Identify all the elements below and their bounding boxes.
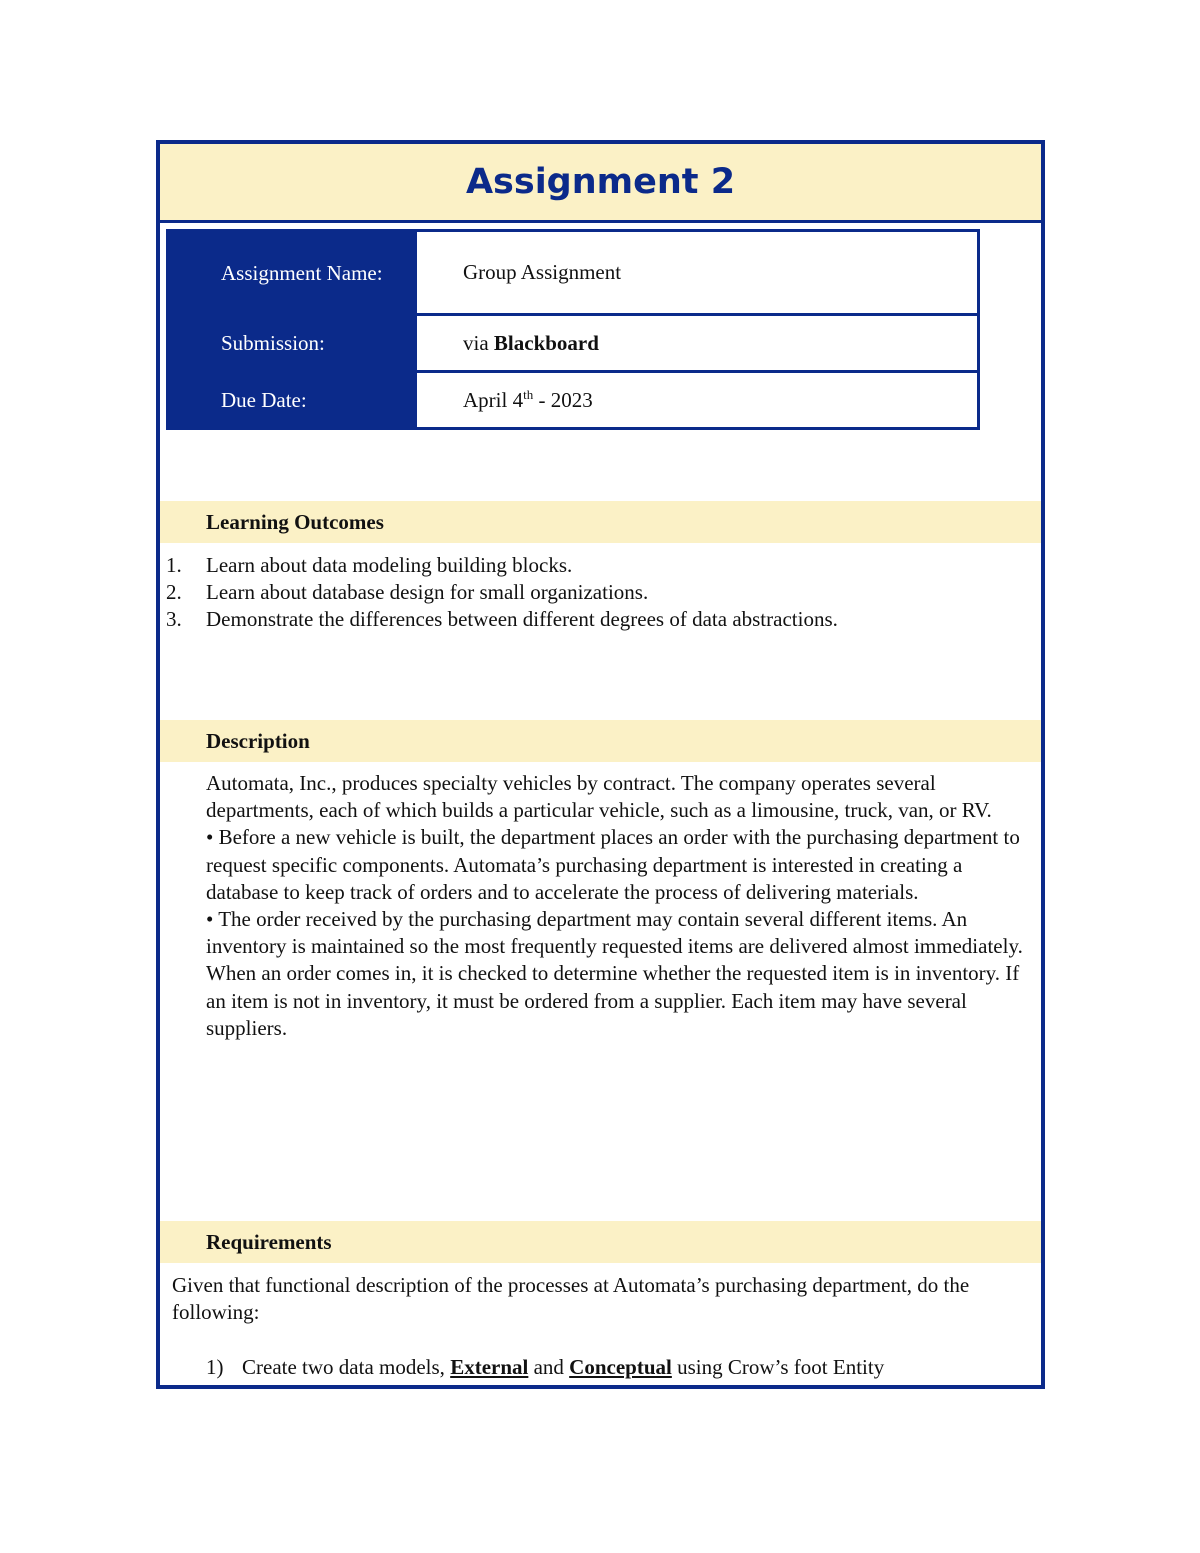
requirement-suffix: using Crow’s foot Entity xyxy=(677,1355,885,1379)
info-row-due-date xyxy=(168,372,979,429)
learning-outcomes-list xyxy=(166,552,1026,633)
assignment-info-table xyxy=(166,229,980,430)
requirement-conceptual: Conceptual xyxy=(569,1355,672,1379)
due-date-ordinal: th xyxy=(523,386,534,402)
description-paragraph: • Before a new vehicle is built, the department places an order with the purchasing department to request specific components. Automata’s purchasing department is interested in creating a database to keep track of orders and to accelerate the process of delivering materials. xyxy=(206,825,1020,904)
submission-prefix: via xyxy=(463,330,489,355)
description-paragraph: • The order received by the purchasing department may contain several different items. An inventory is maintained so the most frequently requested items are delivered almost immediately. When an order comes in, it is checked to determine whether the requested item is in inventory. If an item is not in inventory, it must be ordered from a supplier. Each item may have several suppliers. xyxy=(206,907,1023,1040)
title-band xyxy=(160,144,1041,223)
description-paragraph: Automata, Inc., produces specialty vehicles by contract. The company operates several departments, each of which builds a particular vehicle, such as a limousine, truck, van, or RV. xyxy=(206,771,992,823)
requirements-list xyxy=(206,1354,1026,1381)
due-date-label: Due Date: xyxy=(168,372,416,429)
assignment-name-label: Assignment Name: xyxy=(168,231,416,315)
list-item-text: Learn about data modeling building blocks. xyxy=(206,553,573,577)
list-item xyxy=(166,606,1026,633)
list-item-number: 1. xyxy=(166,553,182,577)
list-item-number: 3. xyxy=(166,607,182,631)
requirements-intro: Given that functional description of the processes at Automata’s purchasing department, do the following: xyxy=(172,1273,970,1324)
list-item-text: Demonstrate the differences between different degrees of data abstractions. xyxy=(206,607,838,631)
requirement-prefix: Create two data models, xyxy=(242,1355,445,1379)
description-band xyxy=(160,720,1041,762)
list-item-number: 2. xyxy=(166,580,182,604)
learning-outcomes-band xyxy=(160,501,1041,543)
submission-label: Submission: xyxy=(168,315,416,372)
due-date-day: April 4 xyxy=(463,387,524,412)
description-heading: Description xyxy=(206,728,310,753)
requirement-and: and xyxy=(533,1355,564,1379)
learning-outcomes-heading: Learning Outcomes xyxy=(206,509,384,534)
due-date-value xyxy=(416,372,979,429)
requirement-external: External xyxy=(450,1355,529,1379)
description-body xyxy=(206,770,1036,1042)
info-row-submission xyxy=(168,315,979,372)
requirements-band xyxy=(160,1221,1041,1263)
due-date-year: - 2023 xyxy=(533,387,593,412)
list-item xyxy=(166,552,1026,579)
requirements-heading: Requirements xyxy=(206,1229,332,1254)
assignment-name-value: Group Assignment xyxy=(416,231,979,315)
page-title: Assignment 2 xyxy=(465,162,736,202)
assignment-frame xyxy=(156,140,1045,1389)
list-item xyxy=(166,579,1026,606)
info-row-name xyxy=(168,231,979,315)
list-item-text: Learn about database design for small organizations. xyxy=(206,580,649,604)
submission-platform: Blackboard xyxy=(493,330,599,355)
list-item xyxy=(206,1354,1026,1381)
submission-value xyxy=(416,315,979,372)
list-item-number: 1) xyxy=(206,1355,224,1379)
